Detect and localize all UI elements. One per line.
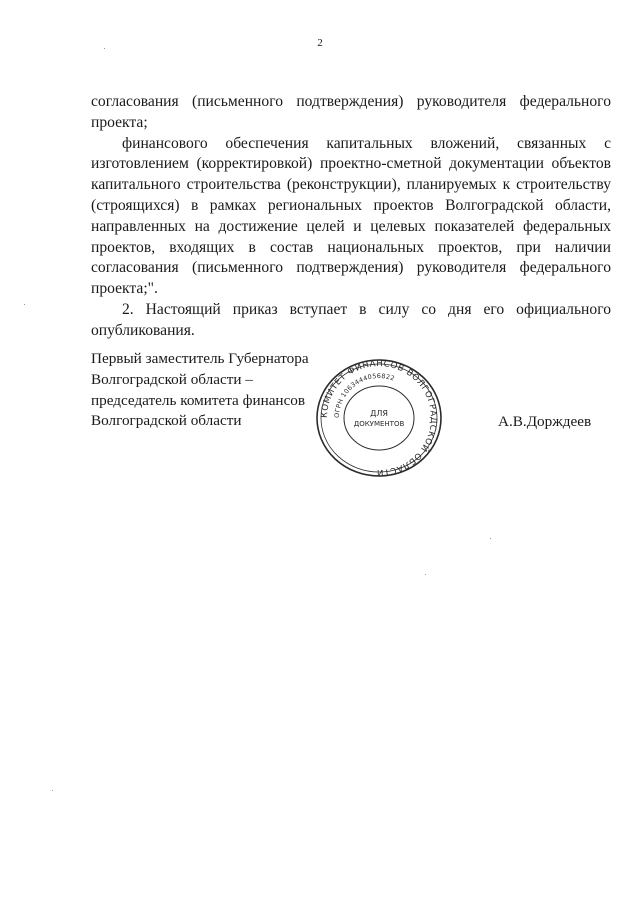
seal-center-text: ДОКУМЕНТОВ: [353, 420, 405, 428]
seal-outer-text: КОМИТЕТ ФИНАНСОВ ВОЛГОГРАДСКОЙ ОБЛАСТИ: [319, 358, 439, 478]
paragraph-effective-date: 2. Настоящий приказ вступает в силу со дня его официального опубликования.: [91, 300, 611, 339]
signature-position-line: Первый заместитель Губернатора: [91, 350, 309, 367]
signature-position-line: председатель комитета финансов: [91, 391, 306, 409]
page-number: 2: [317, 37, 323, 49]
seal-graphic: [313, 358, 445, 478]
paragraph-continuation: согласования (письменного подтверждения) руководителя федерального проекта;: [91, 93, 611, 131]
scan-speck: [490, 538, 491, 539]
signature-position-line: Волгоградской области –: [91, 370, 253, 388]
paragraph-financing: финансового обеспечения капитальных вложений, связанных с изготовлением (корректировкой) проектно-сметной документации объектов капитального строительства (реконструкции), планируемых к строительству (строящихся) в рамках региональных проектов Волгоградской области, направленных на достижение целей и целевых показателей федеральных проектов, входящих в состав национальных проектов, при наличии согласования (письменного подтверждения) руководителя федерального проекта;".: [91, 134, 611, 298]
signature-position: [91, 349, 309, 432]
seal-inner-text: ОГРН 1063444056822: [332, 371, 396, 419]
signature-position-line: Волгоградской области: [91, 412, 242, 430]
document-body: [91, 92, 611, 342]
scan-speck: [24, 304, 25, 305]
scan-speck: [52, 790, 53, 791]
signer-name: А.В.Дорждеев: [498, 413, 592, 430]
seal-center-text: ДЛЯ: [370, 409, 388, 418]
scan-speck: [425, 574, 426, 575]
official-seal: [313, 358, 445, 478]
scan-speck: [104, 48, 105, 49]
seal-inner-ring: [344, 386, 414, 450]
